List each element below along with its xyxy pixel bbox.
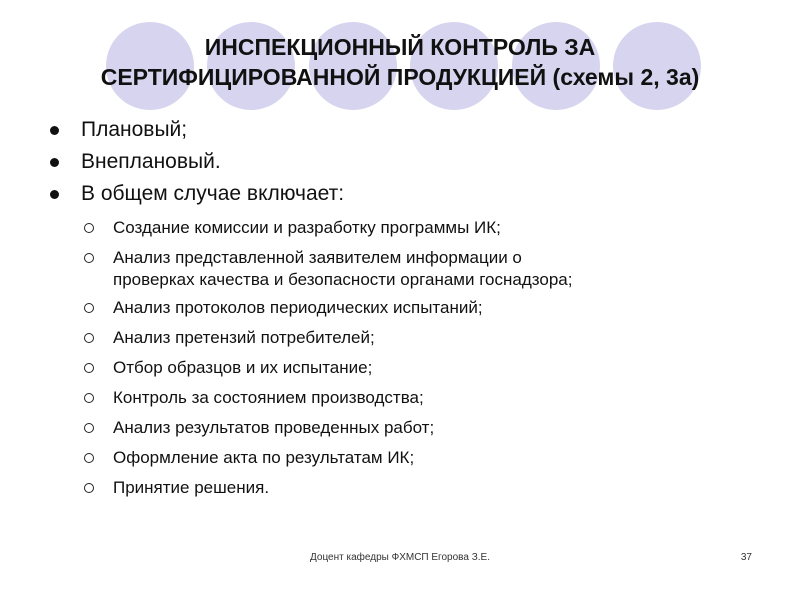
bullet-dot [50,126,59,135]
slide-title-line-2: СЕРТИФИЦИРОВАННОЙ ПРОДУКЦИЕЙ (схемы 2, 3а) [100,64,700,90]
page-number: 37 [740,552,752,563]
sub-list-item: Анализ протоколов периодических испытаний; [113,298,483,317]
bullet-dot [50,158,59,167]
sub-bullet-circle [84,253,94,263]
sub-list-item: Анализ представленной заявителем информации о [113,248,522,267]
sub-bullet-circle [84,223,94,233]
sub-list-item: Анализ результатов проведенных работ; [113,418,435,437]
sub-list-item: Принятие решения. [113,478,270,497]
footer-author: Доцент кафедры ФХМСП Егорова З.Е. [310,552,490,563]
slide-title-line-1: ИНСПЕКЦИОННЫЙ КОНТРОЛЬ ЗА [204,34,596,60]
sub-bullet-circle [84,333,94,343]
sub-list-item-continuation: проверках качества и безопасности органами госнадзора; [113,270,573,289]
sub-list-item: Контроль за состоянием производства; [113,388,424,407]
sub-bullet-circle [84,453,94,463]
sub-bullet-circle [84,423,94,433]
sub-bullet-circle [84,393,94,403]
sub-bullet-circle [84,483,94,493]
sub-list-item: Создание комиссии и разработку программы ИК; [113,218,501,237]
list-item: Внеплановый. [81,150,221,173]
sub-bullet-circle [84,303,94,313]
list-item: В общем случае включает: [81,182,345,205]
list-item: Плановый; [81,118,188,141]
sub-bullet-circle [84,363,94,373]
bullet-dot [50,190,59,199]
sub-list-item: Анализ претензий потребителей; [113,328,375,347]
sub-list-item: Отбор образцов и их испытание; [113,358,373,377]
sub-list-item: Оформление акта по результатам ИК; [113,448,415,467]
